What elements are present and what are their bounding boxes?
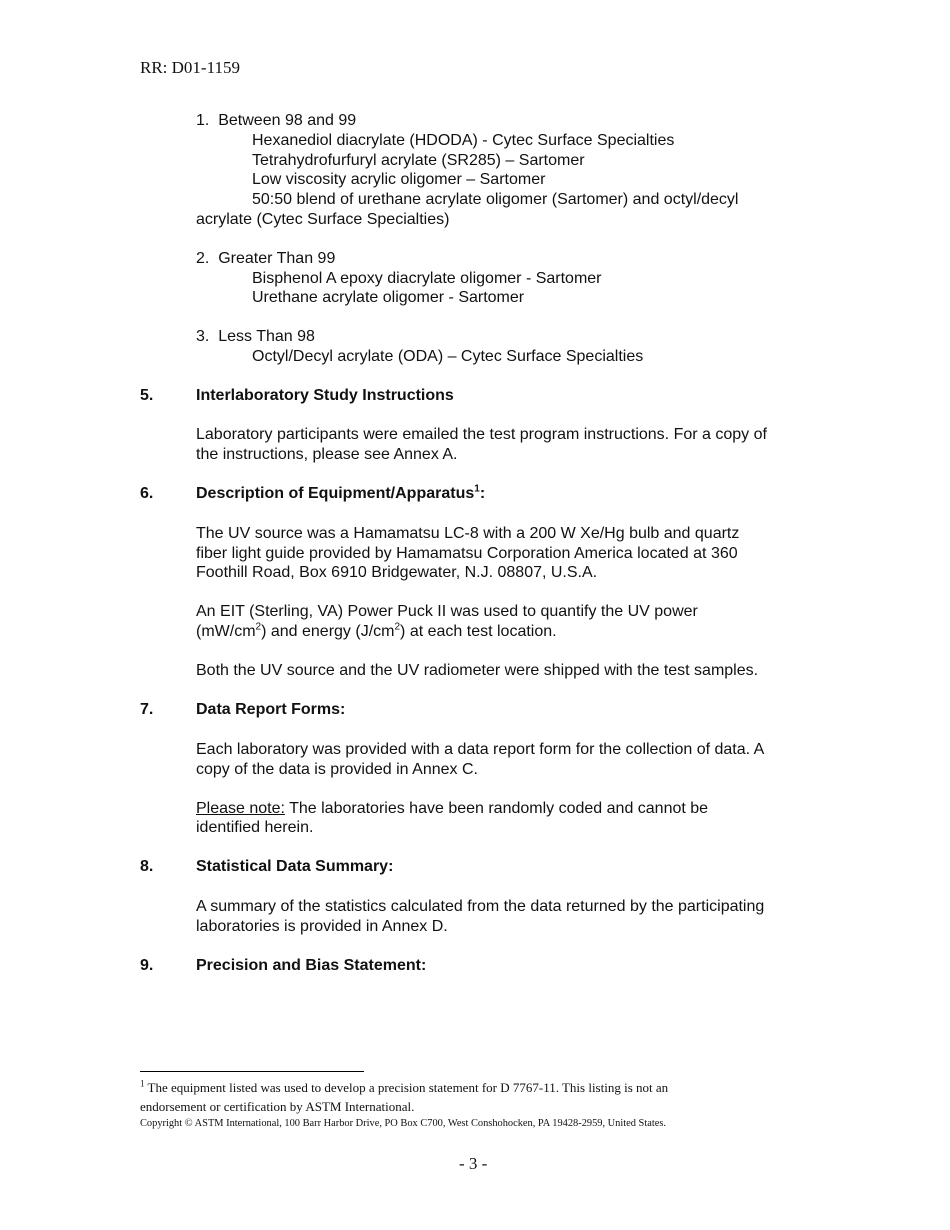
section-5-number: 5.: [140, 387, 154, 404]
list-line: 50:50 blend of urethane acrylate oligomer (Sartomer) and octyl/decyl: [252, 191, 739, 208]
paragraph-line: the instructions, please see Annex A.: [196, 446, 458, 463]
section-8-number: 8.: [140, 858, 154, 875]
section-7-title: Data Report Forms:: [196, 701, 346, 718]
footnote: $^1$ The equipment listed was used to develop a precision statement for D 7767-11. This listing is not an: [140, 1078, 669, 1095]
page-number: - 3 -: [459, 1154, 488, 1173]
paragraph-line: Laboratory participants were emailed the test program instructions. For a copy of: [196, 426, 767, 443]
section-6-title: Description of Equipment/Apparatus$^1$:: [196, 483, 486, 502]
list-line: Urethane acrylate oligomer - Sartomer: [252, 289, 525, 306]
section-6-number: 6.: [140, 485, 154, 502]
list-item: 2. Greater Than 99: [196, 250, 336, 267]
list-line: acrylate (Cytec Surface Specialties): [196, 211, 450, 228]
section-8-title: Statistical Data Summary:: [196, 858, 394, 875]
paragraph-line: laboratories is provided in Annex D.: [196, 918, 448, 935]
note-label: Please note:: [196, 800, 285, 817]
paragraph-line: Both the UV source and the UV radiometer were shipped with the test samples.: [196, 662, 759, 679]
section-7-number: 7.: [140, 701, 154, 718]
footnote-ref: 1: [474, 483, 480, 495]
footnote-divider: [140, 1071, 364, 1072]
paragraph-line: The UV source was a Hamamatsu LC-8 with a 200 W Xe/Hg bulb and quartz: [196, 525, 740, 542]
paragraph-line: An EIT (Sterling, VA) Power Puck II was used to quantify the UV power: [196, 603, 698, 620]
list-line: Hexanediol diacrylate (HDODA) - Cytec Surface Specialties: [252, 132, 675, 149]
list-line: Octyl/Decyl acrylate (ODA) – Cytec Surface Specialties: [252, 348, 644, 365]
section-9-number: 9.: [140, 957, 154, 974]
paragraph-line: $(mW/cm^2)$ and energy $(J/cm^2)$ at each test location.: [196, 621, 557, 640]
section-5-title: Interlaboratory Study Instructions: [196, 387, 454, 404]
list-line: Low viscosity acrylic oligomer – Sartomer: [252, 171, 546, 188]
paragraph-line: Foothill Road, Box 6910 Bridgewater, N.J. 08807, U.S.A.: [196, 564, 598, 581]
paragraph-line: A summary of the statistics calculated from the data returned by the participating: [196, 898, 765, 915]
paragraph-line: Each laboratory was provided with a data report form for the collection of data. A: [196, 741, 765, 758]
paragraph-line: copy of the data is provided in Annex C.: [196, 761, 478, 778]
paragraph-line: identified herein.: [196, 819, 314, 836]
copyright: Copyright © ASTM International, 100 Barr Harbor Drive, PO Box C700, West Conshohocken, PA 19428-2959, United States.: [140, 1118, 666, 1129]
paragraph-line: fiber light guide provided by Hamamatsu Corporation America located at 360: [196, 545, 738, 562]
list-item: 1. Between 98 and 99: [196, 112, 357, 129]
list-line: Bisphenol A epoxy diacrylate oligomer - Sartomer: [252, 270, 602, 287]
footnote-line: endorsement or certification by ASTM International.: [140, 1099, 415, 1114]
note-line: Please note: The laboratories have been randomly coded and cannot be: [196, 800, 709, 817]
section-9-title: Precision and Bias Statement:: [196, 957, 427, 974]
report-id: RR: D01-1159: [140, 58, 240, 77]
list-line: Tetrahydrofurfuryl acrylate (SR285) – Sartomer: [252, 152, 585, 169]
list-item: 3. Less Than 98: [196, 328, 315, 345]
